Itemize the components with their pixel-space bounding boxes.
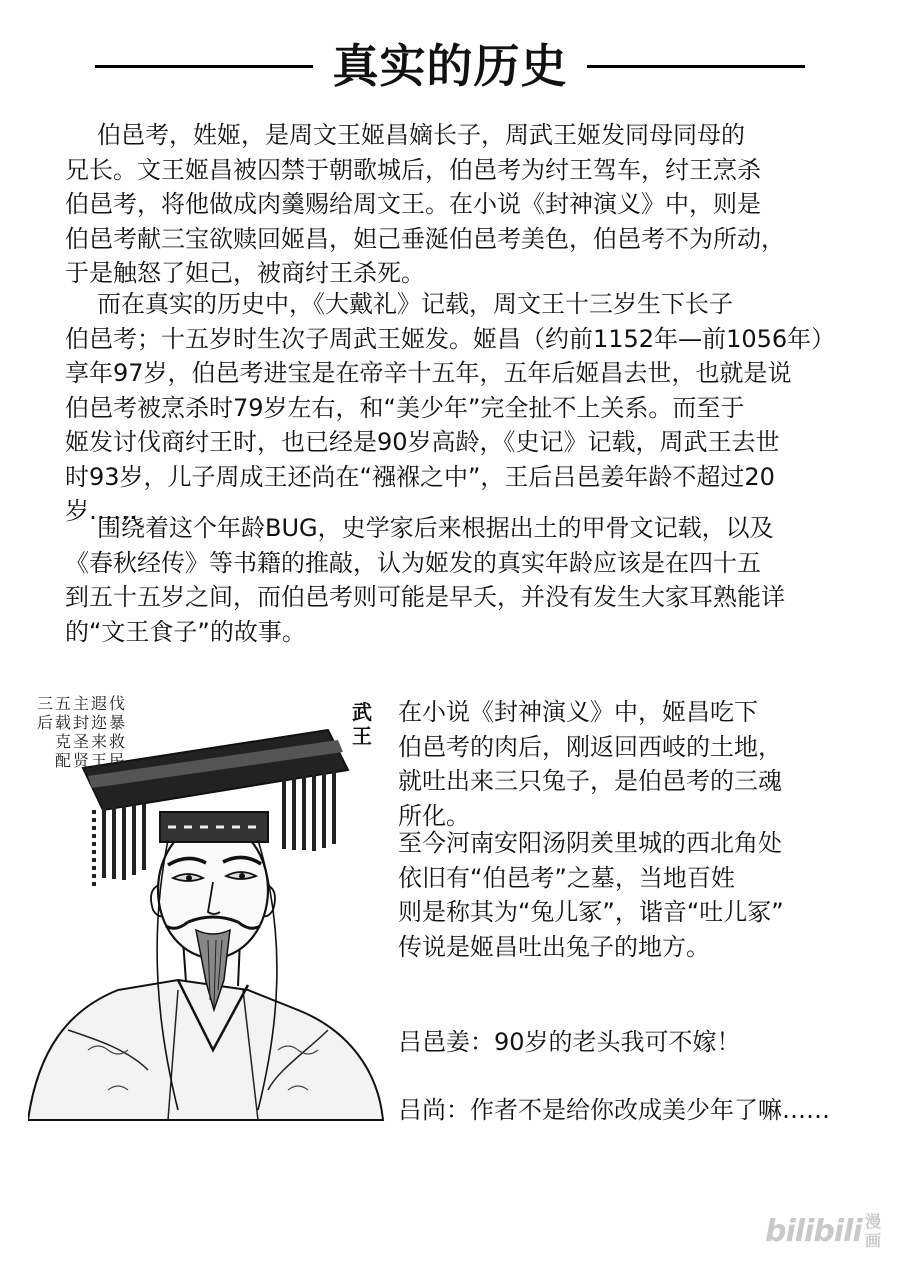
quote-lv-yijiang: 吕邑姜：90岁的老头我可不嫁！ [398, 1028, 741, 1056]
text-line: 依旧有“伯邑考”之墓，当地百姓 [398, 863, 735, 892]
text-line: 伯邑考；十五岁时生次子周武王姬发。姬昌（约前1152年—前1056年） [65, 324, 836, 353]
text-line: 于是触怒了妲己，被商纣王杀死。 [65, 259, 425, 287]
text-line: 伯邑考被烹杀时79岁左右，和“美少年”完全扯不上关系。而至于 [65, 393, 745, 422]
page-title: 真实的历史 [332, 39, 568, 93]
text-line: 就吐出来三只兔子，是伯邑考的三魂 [398, 767, 782, 795]
paragraph-2 [65, 287, 865, 529]
text-line: 传说是姬昌吐出兔子的地方。 [398, 932, 710, 961]
king-wu-portrait [28, 690, 388, 1122]
text-line: 《春秋经传》等书籍的推敲，认为姬发的真实年龄应该是在四十五 [65, 548, 761, 577]
inscription-col-5: 伐暴救民 [108, 694, 125, 770]
portrait-caption: 武王 [352, 700, 372, 748]
text-line: 围绕着这个年龄BUG，史学家后来根据出土的甲骨文记载，以及 [97, 514, 774, 542]
quote-lv-shang: 吕尚：作者不是给你改成美少年了嘛…… [398, 1096, 830, 1124]
inscription-col-1: 三后 [36, 694, 53, 732]
text-line: 所化。 [398, 801, 470, 830]
side-text-block-2 [398, 826, 898, 964]
bilibili-manga-watermark [765, 1210, 883, 1254]
text-line: 兄长。文王姬昌被囚禁于朝歌城后，伯邑考为纣王驾车，纣王烹杀 [65, 155, 761, 184]
bilibili-logo: bilibili [765, 1214, 862, 1249]
page-title-row [95, 40, 805, 92]
title-rule-right [587, 65, 805, 68]
text-line: 到五十五岁之间，而伯邑考则可能是早夭，并没有发生大家耳熟能详 [65, 583, 785, 611]
text-line: 而在真实的历史中，《大戴礼》记载，周文王十三岁生下长子 [97, 290, 733, 318]
paragraph-3 [65, 511, 865, 649]
text-line: 岁…… [65, 497, 137, 525]
title-rule-left [95, 65, 313, 68]
text-line: 在小说《封神演义》中，姬昌吃下 [398, 698, 758, 726]
text-line: 享年97岁，伯邑考进宝是在帝辛十五年，五年后姬昌去世，也就是说 [65, 359, 792, 387]
paragraph-1 [65, 118, 865, 291]
manga-label: 漫画 [865, 1212, 882, 1250]
text-line: 伯邑考，将他做成肉羹赐给周文王。在小说《封神演义》中，则是 [65, 190, 761, 218]
text-line: 姬发讨伐商纣王时，也已经是90岁高龄，《史记》记载，周武王去世 [65, 428, 780, 456]
text-line: 伯邑考，姓姬，是周文王姬昌嫡长子，周武王姬发同母同母的 [97, 121, 745, 149]
text-line: 的“文王食子”的故事。 [65, 617, 306, 646]
text-line: 时93岁，儿子周成王还尚在“襁褓之中”，王后吕邑姜年龄不超过20 [65, 462, 775, 491]
inscription-col-3: 主封圣贤 [72, 694, 89, 770]
inscription-col-4: 遐迩来王 [90, 694, 107, 770]
text-line: 伯邑考献三宝欲赎回姬昌，妲己垂涎伯邑考美色，伯邑考不为所动， [65, 224, 785, 253]
text-line: 至今河南安阳汤阴羑里城的西北角处 [398, 829, 782, 857]
text-line: 则是称其为“兔儿冢”，谐音“吐儿冢” [398, 898, 784, 926]
side-text-block-1 [398, 695, 898, 833]
inscription-col-2: 五载克配 [54, 694, 71, 770]
text-line: 伯邑考的肉后，刚返回西岐的土地， [398, 732, 782, 761]
